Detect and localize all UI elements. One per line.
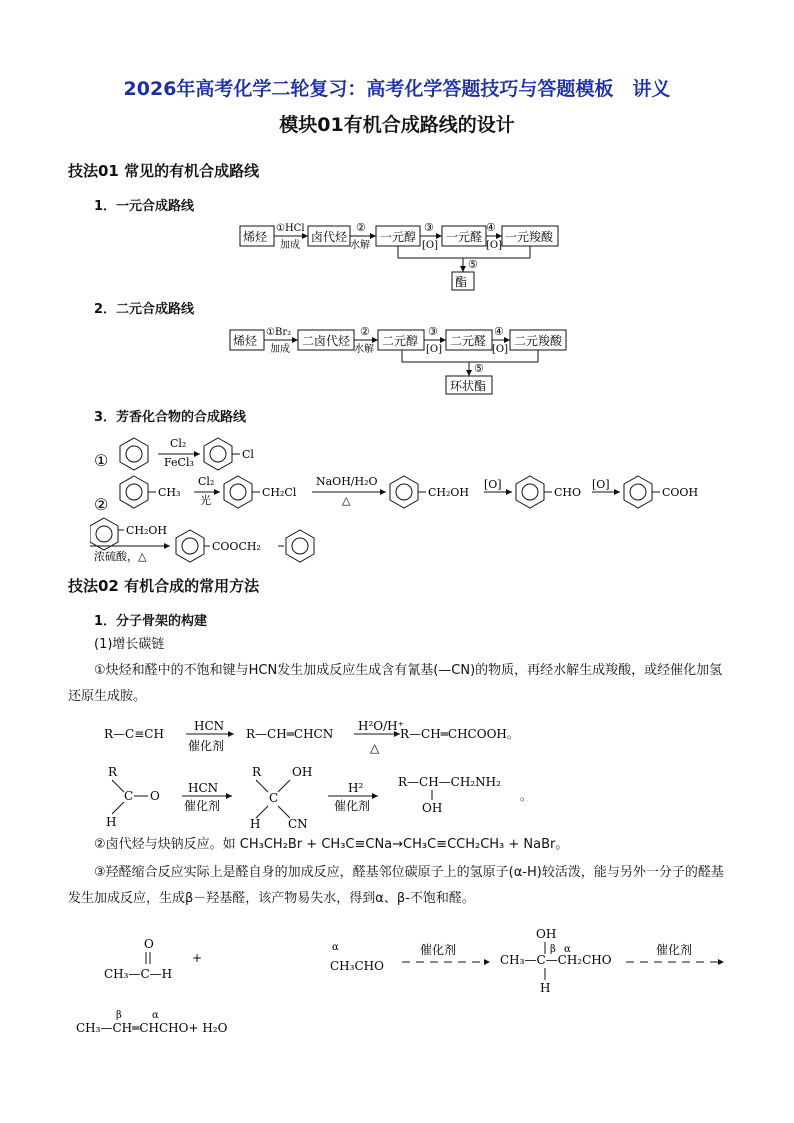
box-diacid: 二元羧酸: [514, 334, 563, 348]
page-title: 2026年高考化学二轮复习：高考化学答题技巧与答题模板 讲义: [123, 78, 671, 100]
step-label: ②: [360, 325, 370, 338]
benzene-ring-icon: [120, 438, 148, 470]
box-acid: 一元羧酸: [505, 230, 554, 244]
condition: 催化剂: [184, 799, 221, 813]
product-group: Cl: [242, 448, 254, 461]
reagent: H²O/H⁺: [358, 719, 404, 733]
equation-aldehyde-hcn: [100, 762, 550, 832]
product: R—CH═CHCOOH。: [400, 727, 519, 741]
product-group: COOH: [662, 486, 699, 499]
label: α: [332, 942, 339, 953]
box-dihaloalkane: 二卤代烃: [302, 334, 351, 348]
step-label: ①HCl: [276, 223, 305, 234]
product: R—CH—CH₂NH₂: [398, 775, 501, 789]
group: CN: [288, 817, 308, 831]
section-heading-2: 技法02 有机合成的常用方法: [68, 577, 260, 595]
box-alcohol: 一元醇: [380, 230, 417, 244]
step-label: ④: [486, 221, 496, 234]
group: OH: [292, 765, 313, 779]
box-dialdehyde: 二元醛: [450, 334, 487, 348]
atom: H: [250, 817, 261, 831]
reagent: H²: [348, 781, 364, 795]
benzene-ring-icon: [286, 530, 314, 562]
equation-aldol: [70, 926, 730, 1046]
product-group: CH₂OH: [428, 486, 470, 499]
paragraph-haloalkane: ②卤代烃与炔钠反应。如 CH₃CH₂Br + CH₃C≡CNa→CH₃C≡CCH₂CH₃ + NaBr。: [94, 837, 569, 852]
paragraph-hcn: ①炔烃和醛中的不饱和键与HCN发生加成反应生成含有氰基(—CN)的物质，再经水解生成羧酸，或经催化加氢还原生成胺。: [68, 663, 723, 704]
dihydric-route-diagram: [222, 322, 582, 398]
reagent: HCN: [188, 781, 219, 795]
benzene-ring-icon: [624, 476, 652, 508]
route-number-1: ①: [94, 451, 109, 470]
step-label: ③: [428, 325, 438, 338]
item-heading-1: 1．一元合成路线: [94, 199, 195, 214]
condition: 催化剂: [334, 799, 371, 813]
benzene-ring-icon: [90, 518, 118, 550]
condition: △: [370, 741, 380, 755]
benzene-ring-icon: [176, 530, 204, 562]
step-condition: 加成: [270, 344, 290, 355]
product-group: COOCH₂: [212, 540, 261, 553]
step-label: ①Br₂: [266, 327, 292, 338]
paragraph-aldol: ③羟醛缩合反应实际上是醛自身的加成反应，醛基邻位碳原子上的氢原子(α-H)较活泼，能与另外一分子的醛基发生加成反应，生成β－羟基醛，该产物易失水，得到α、β-不饱和醛。: [68, 865, 724, 906]
condition: △: [342, 494, 351, 507]
product-group: CH₂Cl: [262, 486, 297, 499]
reagent: NaOH/H₂O: [316, 475, 378, 488]
reactant: CH₃—C—H: [104, 967, 173, 981]
step-condition: [O]: [492, 344, 509, 355]
reagent: HCN: [194, 719, 225, 733]
condition: 催化剂: [656, 943, 693, 957]
substituent: CH₃: [158, 486, 181, 499]
product-group: CHO: [554, 486, 582, 499]
intermediate: CH₃—C—CH₂CHO: [500, 953, 612, 967]
label: α: [152, 1010, 159, 1021]
step-condition: 水解: [354, 344, 374, 355]
reagent: Cl₂: [170, 437, 187, 450]
subheading-chain: (1)增长碳链: [94, 637, 165, 652]
group: OH: [536, 927, 557, 941]
benzene-ring-icon: [204, 438, 232, 470]
atom: O: [150, 789, 160, 803]
plus: +: [192, 951, 203, 965]
step-condition: [O]: [422, 240, 439, 251]
step-condition: [O]: [426, 344, 443, 355]
benzene-ring-icon: [120, 476, 148, 508]
label: β: [550, 944, 556, 955]
label: β: [116, 1010, 122, 1021]
box-diol: 二元醇: [382, 334, 419, 348]
item-heading-2: 2．二元合成路线: [94, 302, 195, 317]
condition: 浓硫酸，△: [94, 550, 147, 563]
label: α: [564, 944, 571, 955]
step-label: ③: [424, 221, 434, 234]
step-condition: 水解: [350, 240, 370, 251]
product: CH₃—CH═CHCHO+ H₂O: [76, 1021, 228, 1035]
condition: FeCl₃: [164, 456, 194, 469]
reagent: CH₂OH: [126, 524, 168, 537]
group: R: [252, 765, 262, 779]
step-condition: [O]: [486, 240, 503, 251]
reactant: R—C≡CH: [104, 727, 164, 741]
group: OH: [422, 801, 443, 815]
box-alkene: 烯烃: [233, 334, 258, 348]
reagent: Cl₂: [198, 475, 215, 488]
step-condition: 加成: [280, 240, 300, 251]
equation-alkyne-hcn: [100, 716, 580, 760]
atom: C: [124, 789, 134, 803]
aromatic-route-diagram: [90, 428, 750, 568]
box-alkene: 烯烃: [243, 230, 268, 244]
step-label: ⑤: [474, 362, 484, 375]
intermediate: R—CH═CHCN: [246, 727, 334, 741]
condition: 催化剂: [420, 943, 457, 957]
step-label: ②: [356, 221, 366, 234]
item-heading-3: 3．芳香化合物的合成路线: [94, 410, 247, 425]
atom: H: [540, 981, 551, 995]
module-title: 模块01有机合成路线的设计: [279, 114, 515, 136]
box-cyclic-ester: 环状酯: [450, 379, 487, 393]
benzene-ring-icon: [516, 476, 544, 508]
box-haloalkane: 卤代烃: [311, 230, 348, 244]
oxidation: [O]: [592, 478, 610, 491]
step-label: ⑤: [468, 258, 478, 271]
condition: 催化剂: [188, 739, 225, 753]
step-label: ④: [494, 325, 504, 338]
item-heading-4: 1．分子骨架的构建: [94, 614, 208, 629]
box-ester: 酯: [455, 275, 468, 289]
section-heading-1: 技法01 常见的有机合成路线: [68, 162, 260, 180]
atom: C: [269, 791, 279, 805]
route-number-2: ②: [94, 495, 109, 514]
benzene-ring-icon: [224, 476, 252, 508]
group: R: [108, 765, 118, 779]
monohydric-route-diagram: [230, 216, 570, 292]
atom: O: [144, 937, 154, 951]
condition: 光: [200, 494, 211, 507]
punctuation: 。: [520, 789, 533, 803]
oxidation: [O]: [484, 478, 502, 491]
box-aldehyde: 一元醛: [446, 230, 483, 244]
atom: H: [106, 815, 117, 829]
reactant: CH₃CHO: [330, 959, 384, 973]
benzene-ring-icon: [390, 476, 418, 508]
